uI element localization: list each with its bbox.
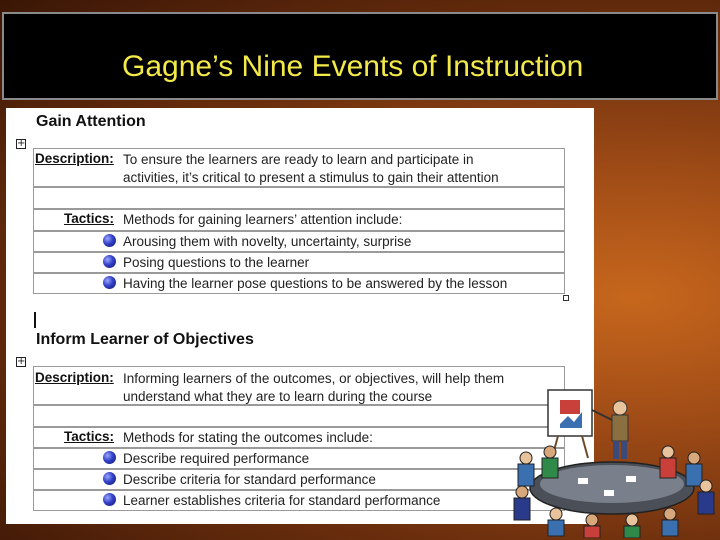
description-line: Informing learners of the outcomes, or objectives, will help them <box>123 371 505 386</box>
description-line: To ensure the learners are ready to learn and participate in <box>123 152 474 167</box>
slide-title: Gagne’s Nine Events of Instruction <box>122 50 584 83</box>
blue-ball-bullet-icon <box>103 472 116 485</box>
description-line: understand what they are to learn during the course <box>123 389 433 404</box>
tactic-item: Arousing them with novelty, uncertainty, surprise <box>123 234 412 249</box>
tactics-intro: Methods for gaining learners’ attention include: <box>123 212 403 227</box>
spacer-cell <box>33 187 565 209</box>
table-resize-handle[interactable] <box>563 295 569 301</box>
title-bar <box>2 12 718 100</box>
text-cursor <box>34 312 36 328</box>
document-page <box>6 108 594 524</box>
tactic-item: Describe criteria for standard performance <box>123 472 376 487</box>
section-heading-inform-objectives: Inform Learner of Objectives <box>36 331 254 348</box>
tactics-label: Tactics: <box>64 211 115 226</box>
section-heading-gain-attention: Gain Attention <box>36 113 146 130</box>
description-label: Description: <box>35 151 114 166</box>
blue-ball-bullet-icon <box>103 276 116 289</box>
tactics-intro: Methods for stating the outcomes include: <box>123 430 373 445</box>
description-label: Description: <box>35 370 114 385</box>
tactic-item: Describe required performance <box>123 451 310 466</box>
description-line: activities, it’s critical to present a stimulus to gain their attention <box>123 170 499 185</box>
classroom-meeting-clipart <box>508 388 718 538</box>
blue-ball-bullet-icon <box>103 451 116 464</box>
spacer-cell <box>33 405 565 427</box>
plus-box-icon[interactable]: + <box>17 138 26 149</box>
blue-ball-bullet-icon <box>103 234 116 247</box>
tactic-item: Posing questions to the learner <box>123 255 310 270</box>
tactic-item: Learner establishes criteria for standard performance <box>123 493 441 508</box>
tactics-label: Tactics: <box>64 429 115 444</box>
plus-box-icon[interactable]: + <box>17 356 26 367</box>
blue-ball-bullet-icon <box>103 255 116 268</box>
blue-ball-bullet-icon <box>103 493 116 506</box>
tactic-item: Having the learner pose questions to be answered by the lesson <box>123 276 508 291</box>
